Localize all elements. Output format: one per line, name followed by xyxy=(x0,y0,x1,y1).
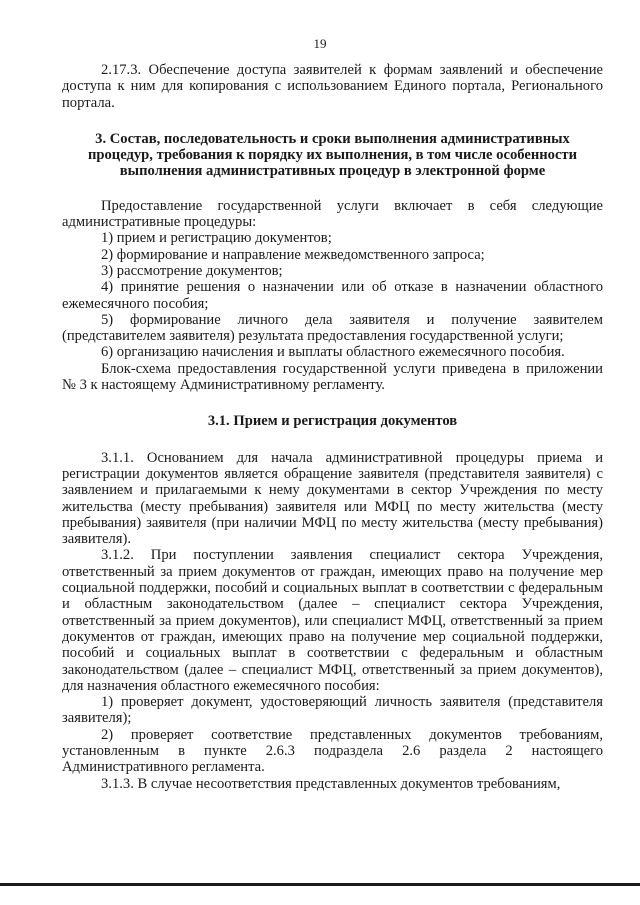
procedure-item: 3) рассмотрение документов; xyxy=(101,262,283,279)
paragraph-3-1-2-item-1: 1) проверяет документ, удостоверяющий личность заявителя (представителя заявителя); xyxy=(62,694,603,727)
procedure-item: 2) формирование и направление межведомственного запроса; xyxy=(101,246,485,263)
section-3-1-heading: 3.1. Прием и регистрация документов xyxy=(207,413,458,430)
section-3-heading: 3. Состав, последовательность и сроки выполнения административных процедур, требования к порядку их выполнения, в том числе особенности выполнения административных процедур в электронной форме xyxy=(87,130,578,180)
paragraph-3-1-3: 3.1.3. В случае несоответствия представленных документов требованиям, xyxy=(101,775,561,792)
document-body xyxy=(62,62,603,792)
page-number: 19 xyxy=(313,36,327,51)
paragraph-3-1-2: 3.1.2. При поступлении заявления специалист сектора Учреждения, ответственный за прием документов от граждан, имеющих право на получение мер социальной поддержки, пособий и социальных выплат в соответствии с федеральным и областным законодательством (далее – специалист сектора Учреждения, ответственный за прием документов), или специалист МФЦ, ответственный за прием документов от граждан, имеющих право на получение мер социальной поддержки, пособий и социальных выплат в соответствии с федеральным и областным законодательством (далее – специалист МФЦ, ответственный за прием документов), для назначения областного ежемесячного пособия: xyxy=(62,547,603,694)
paragraph-2-17-3: 2.17.3. Обеспечение доступа заявителей к формам заявлений и обеспечение доступа к ним для копирования с использованием Единого портала, Регионального портала. xyxy=(62,62,603,111)
blockscheme-paragraph: Блок-схема предоставления государственной услуги приведена в приложении № 3 к настоящему Административному регламенту. xyxy=(62,360,603,394)
procedure-item: 4) принятие решения о назначении или об отказе в назначении областного ежемесячного пособия; xyxy=(62,279,603,312)
bottom-scan-border xyxy=(0,883,640,886)
procedure-item: 5) формирование личного дела заявителя и получение заявителем (представителем заявителя) результата предоставления государственной услуги; xyxy=(62,311,603,345)
paragraph-3-1-1: 3.1.1. Основанием для начала административной процедуры приема и регистрации документов является обращение заявителя (представителя заявителя) с заявлением и прилагаемыми к нему документами в сектор Учреждения по месту жительства (месту пребывания) заявителя или МФЦ по месту жительства (месту пребывания) заявителя (при наличии МФЦ по месту жительства (месту пребывания) заявителя). xyxy=(62,449,603,548)
procedures-intro: Предоставление государственной услуги включает в себя следующие административные процедуры: xyxy=(62,197,603,231)
procedure-item: 1) прием и регистрацию документов; xyxy=(101,230,332,247)
paragraph-3-1-2-item-2: 2) проверяет соответствие представленных документов требованиям, установленным в пункте 2.6.3 подраздела 2.6 раздела 2 настоящего Административного регламента. xyxy=(62,726,603,776)
procedure-item: 6) организацию начисления и выплаты областного ежемесячного пособия. xyxy=(101,344,565,361)
